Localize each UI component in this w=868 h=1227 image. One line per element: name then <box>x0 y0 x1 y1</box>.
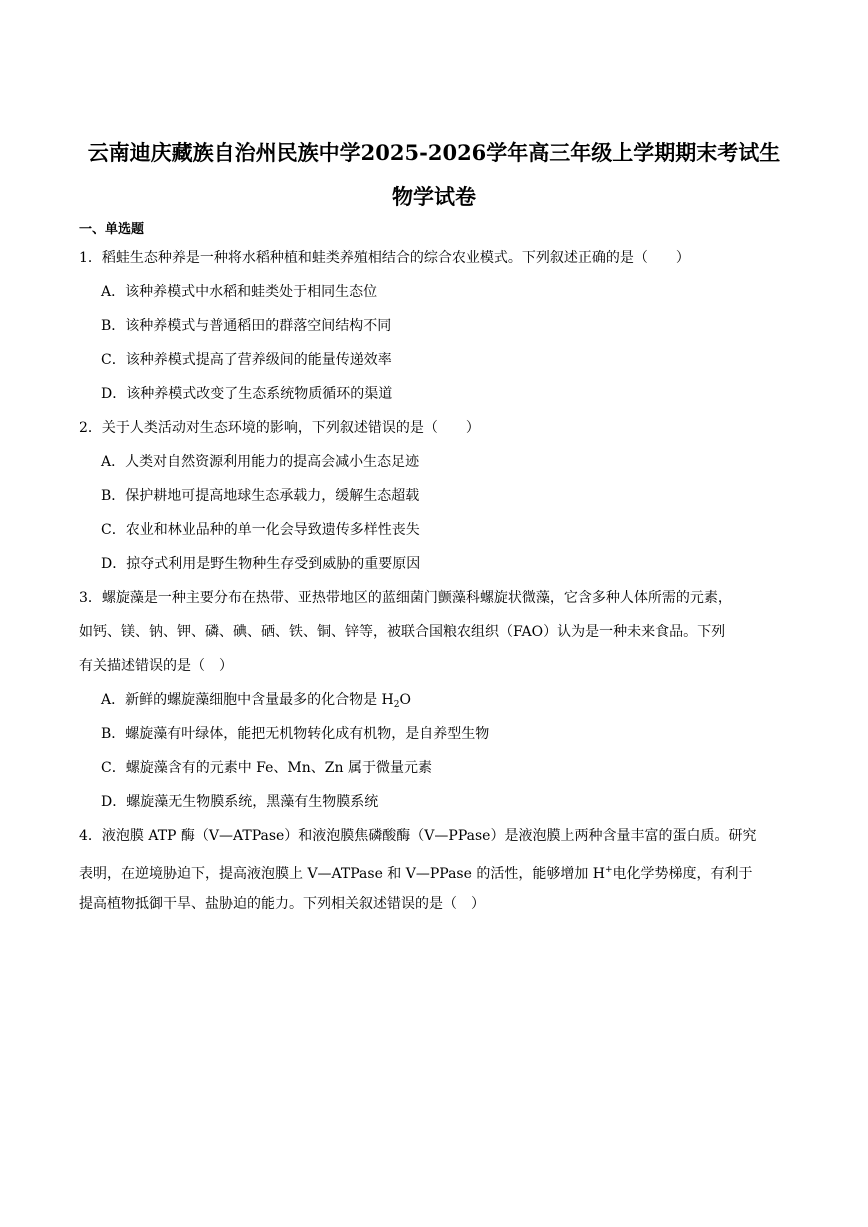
question-4-stem-line-3: 提高植物抵御干旱、盐胁迫的能力。下列相关叙述错误的是（ ） <box>79 896 485 912</box>
question-4-stem-line-2-text: 表明，在逆境胁迫下，提高液泡膜上 V—ATPase 和 V—PPase 的活性，能够增加 H <box>79 866 605 882</box>
superscript-plus: + <box>605 865 613 875</box>
question-4-stem-line-2 <box>79 860 753 884</box>
question-3-stem-line-1: 3．螺旋藻是一种主要分布在热带、亚热带地区的蓝细菌门颤藻科螺旋状微藻，它含多种人体所需的元素， <box>79 590 732 606</box>
question-4-stem-line-1: 4．液泡膜 ATP 酶（V—ATPase）和液泡膜焦磷酸酶（V—PPase）是液泡膜上两种含量丰富的蛋白质。研究 <box>79 828 757 844</box>
question-2-option-c: C．农业和林业品种的单一化会导致遗传多样性丧失 <box>101 522 420 538</box>
exam-title-line-2: 物学试卷 <box>392 184 476 209</box>
question-2-option-d: D．掠夺式利用是野生物种生存受到威胁的重要原因 <box>101 556 421 572</box>
question-3-option-d: D．螺旋藻无生物膜系统，黑藻有生物膜系统 <box>101 794 379 810</box>
section-heading: 一、单选题 <box>79 222 145 237</box>
question-4-stem-line-2-tail: 电化学势梯度，有利于 <box>612 866 753 882</box>
exam-title-line-1: 云南迪庆藏族自治州民族中学2025-2026学年高三年级上学期期末考试生 <box>87 140 781 165</box>
question-2-option-a: A．人类对自然资源利用能力的提高会减小生态足迹 <box>101 454 420 470</box>
subscript-2: 2 <box>393 700 400 710</box>
question-1-option-c: C．该种养模式提高了营养级间的能量传递效率 <box>101 352 392 368</box>
question-1-option-a: A．该种养模式中水稻和蛙类处于相同生态位 <box>101 284 378 300</box>
question-1-option-b: B．该种养模式与普通稻田的群落空间结构不同 <box>101 318 392 334</box>
question-1-stem: 1．稻蛙生态种养是一种将水稻种植和蛙类养殖相结合的综合农业模式。下列叙述正确的是（ ） <box>79 250 690 266</box>
question-2-stem: 2．关于人类活动对生态环境的影响，下列叙述错误的是（ ） <box>79 420 480 436</box>
question-2-option-b: B．保护耕地可提高地球生态承载力，缓解生态超载 <box>101 488 420 504</box>
question-3-option-a-text: A．新鲜的螺旋藻细胞中含量最多的化合物是 H <box>101 692 394 708</box>
question-3-stem-line-2: 如钙、镁、钠、钾、磷、碘、硒、铁、铜、锌等，被联合国粮农组织（FAO）认为是一种未来食品。下列 <box>79 624 726 640</box>
question-3-stem-line-3: 有关描述错误的是（ ） <box>79 658 233 674</box>
question-3-option-a-tail: O <box>399 692 411 708</box>
question-3-option-c: C．螺旋藻含有的元素中 Fe、Mn、Zn 属于微量元素 <box>101 760 432 776</box>
question-3-option-b: B．螺旋藻有叶绿体，能把无机物转化成有机物，是自养型生物 <box>101 726 490 742</box>
question-3-option-a <box>101 690 411 715</box>
question-1-option-d: D．该种养模式改变了生态系统物质循环的渠道 <box>101 386 393 402</box>
